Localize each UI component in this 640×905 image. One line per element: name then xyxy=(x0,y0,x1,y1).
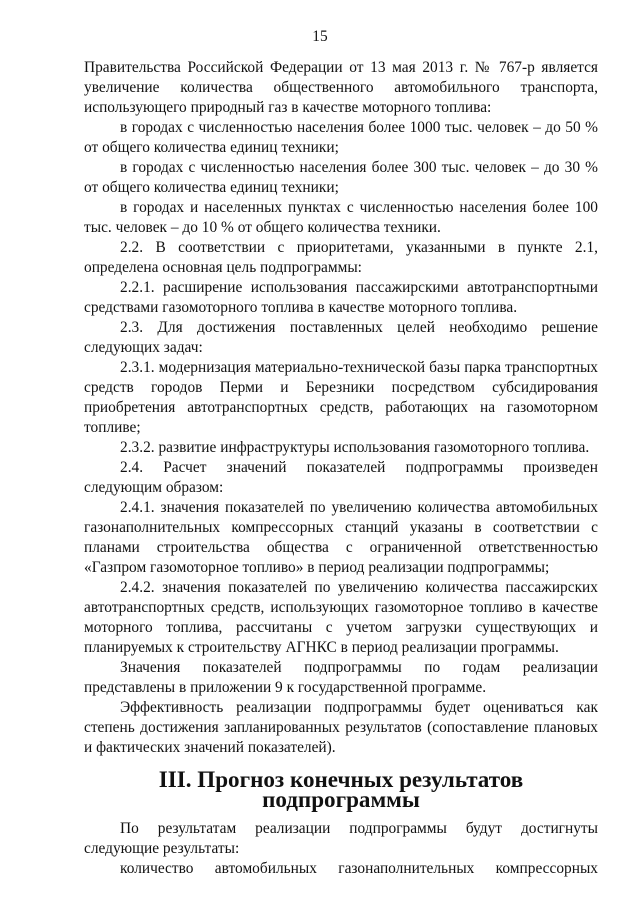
paragraph: 2.3. Для достижения поставленных целей необходимо решение следующих задач: xyxy=(84,319,598,356)
list-item-paragraph: в городах с численностью населения более 1000 тыс. человек – до 50 % от общего количества единиц техники; xyxy=(84,119,598,156)
paragraph: 2.3.1. модернизация материально-технической базы парка транспортных средств городов Перми и Березники посредством субсидирования приобретения автотранспортных средств, работающих на газомоторном топливе; xyxy=(84,359,598,436)
paragraph: Правительства Российской Федерации от 13 мая 2013 г. № 767-р является увеличение количества общественного автомобильного транспорта, использующего природный газ в качестве моторного топлива: xyxy=(84,59,598,116)
list-item-paragraph: в городах и населенных пунктах с численностью населения более 100 тыс. человек – до 10 % от общего количества техники. xyxy=(84,199,598,236)
paragraph: 2.4.1. значения показателей по увеличению количества автомобильных газонаполнительных компрессорных станций указаны в соответствии с планами строительства общества с ограниченной ответственностью «Газпром газомоторное топливо» в период реализации подпрограммы; xyxy=(84,499,598,576)
page-number: 15 xyxy=(312,28,328,45)
list-item-paragraph: в городах с численностью населения более 300 тыс. человек – до 30 % от общего количества единиц техники; xyxy=(84,159,598,196)
section-heading: III. Прогноз конечных результатов подпрограммы xyxy=(158,766,524,812)
paragraph: 2.3.2. развитие инфраструктуры использования газомоторного топлива. xyxy=(120,439,590,456)
document-body xyxy=(84,58,598,879)
paragraph: По результатам реализации подпрограммы будут достигнуты следующие результаты: xyxy=(84,820,598,857)
paragraph: Значения показателей подпрограммы по годам реализации представлены в приложении 9 к государственной программе. xyxy=(84,659,598,696)
paragraph: количество автомобильных газонаполнительных компрессорных xyxy=(120,860,598,877)
paragraph: 2.2. В соответствии с приоритетами, указанными в пункте 2.1, определена основная цель подпрограммы: xyxy=(84,239,598,276)
paragraph: Эффективность реализации подпрограммы будет оцениваться как степень достижения запланированных результатов (сопоставление плановых и фактических значений показателей). xyxy=(84,699,598,756)
paragraph: 2.4. Расчет значений показателей подпрограммы произведен следующим образом: xyxy=(84,459,598,496)
paragraph: 2.2.1. расширение использования пассажирскими автотранспортными средствами газомоторного топлива в качестве моторного топлива. xyxy=(84,279,598,316)
paragraph: 2.4.2. значения показателей по увеличению количества пассажирских автотранспортных средств, использующих газомоторное топливо в качестве моторного топлива, рассчитаны с учетом загрузки существующих и планируемых к строительству АГНКС в период реализации программы. xyxy=(84,579,598,656)
